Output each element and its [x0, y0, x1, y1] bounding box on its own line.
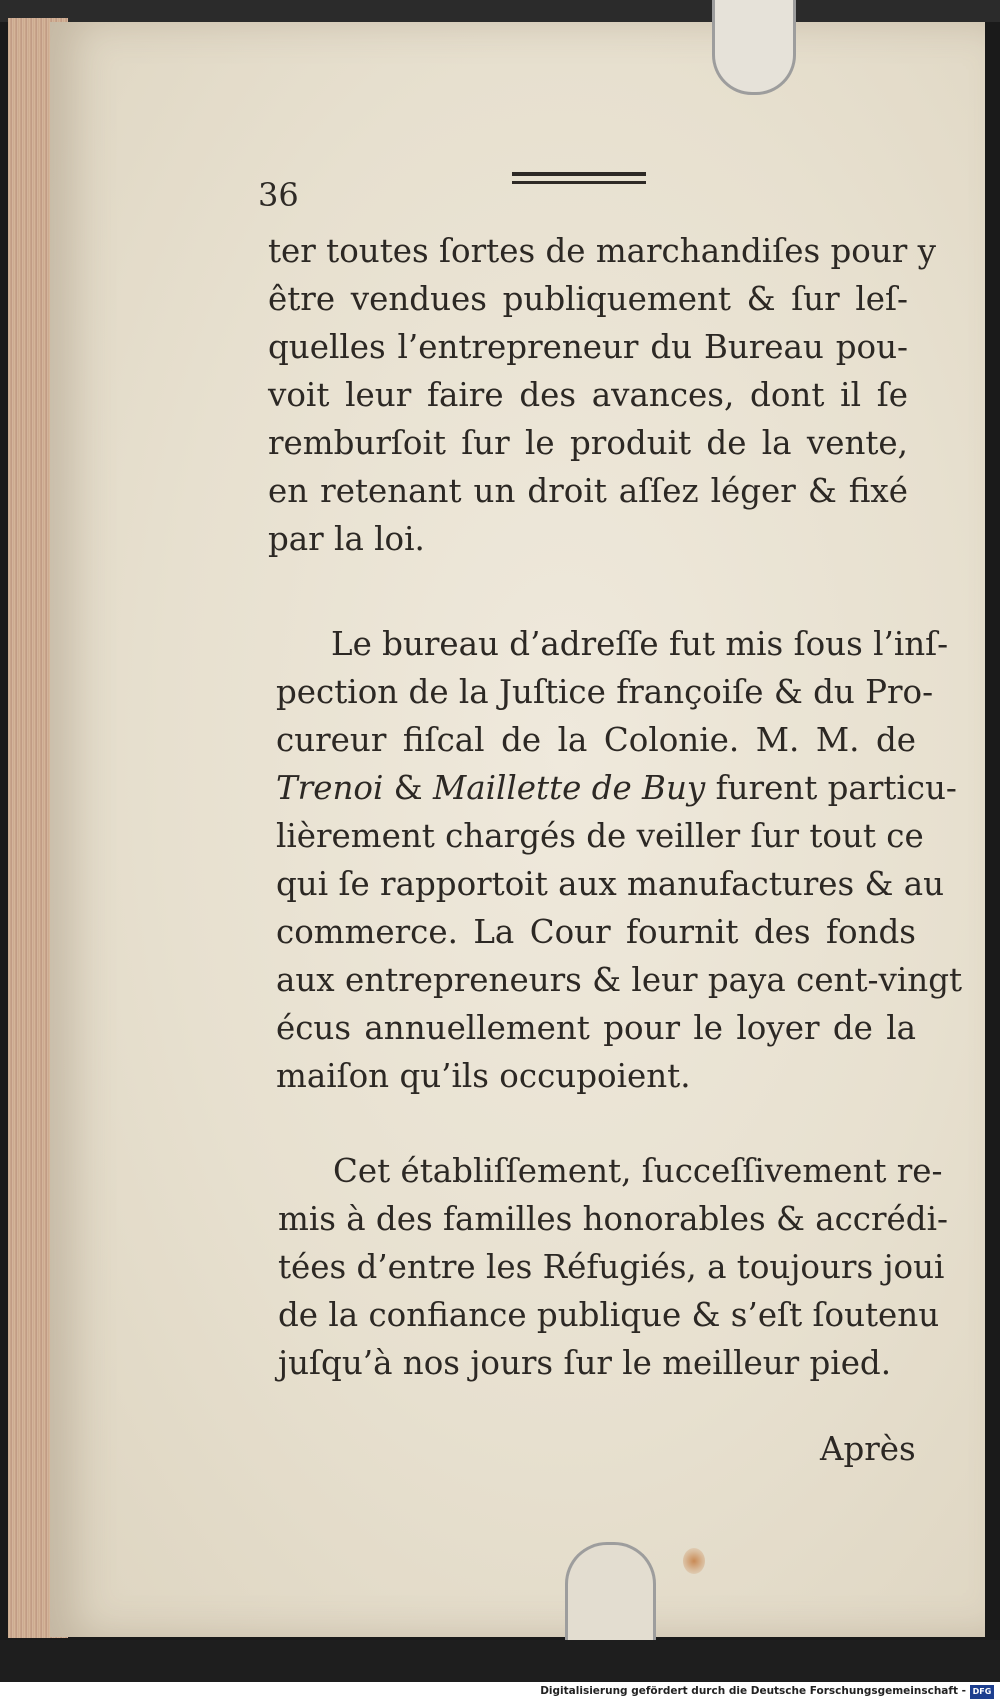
- italic-name: Maillette de Buy: [432, 769, 706, 807]
- text-line: ter toutes ſortes de marchandiſes pour y: [268, 232, 936, 270]
- text-line: remburſoit ſur le produit de la vente,: [268, 424, 908, 462]
- paragraph-2: [276, 620, 963, 1100]
- text-line: cureur fiſcal de la Colonie. M. M. de: [276, 721, 916, 759]
- text-line: juſqu’à nos jours ſur le meilleur pied.: [278, 1344, 892, 1382]
- text-line: tées d’entre les Réfugiés, a toujours joui: [278, 1248, 945, 1286]
- paragraph-3: [278, 1147, 948, 1387]
- scan-bottom-background: [0, 1640, 1000, 1682]
- text-line: de la confiance publique & s’eſt ſoutenu: [278, 1296, 940, 1334]
- footer-credit: Digitalisierung gefördert durch die Deutsche Forschungsgemeinschaft -: [540, 1685, 966, 1697]
- text-line: en retenant un droit aſſez léger & fixé: [268, 472, 908, 510]
- text-span: &: [383, 769, 433, 807]
- page-clip-top: [712, 0, 796, 95]
- text-line: Cet établiſſement, ſucceſſivement re-: [333, 1152, 943, 1190]
- scan-top-background: [0, 0, 1000, 22]
- text-line: Le bureau d’adreſſe fut mis ſous l’inſ-: [331, 625, 949, 663]
- text-line: qui ſe rapportoit aux manufactures & au: [276, 865, 945, 903]
- text-span: furent particu-: [705, 769, 957, 807]
- text-line: aux entrepreneurs & leur paya cent-vingt: [276, 961, 963, 999]
- text-line: maiſon qu’ils occupoient.: [276, 1057, 691, 1095]
- catchword: Après: [820, 1430, 916, 1468]
- dfg-logo: DFG: [970, 1685, 994, 1699]
- text-line-with-italic-names: [276, 764, 957, 812]
- text-line: pection de la Juſtice françoiſe & du Pro-: [276, 673, 934, 711]
- text-line: lièrement chargés de veiller ſur tout ce: [276, 817, 924, 855]
- text-line: voit leur faire des avances, dont il ſe: [268, 376, 908, 414]
- digitization-footer: [0, 1682, 1000, 1702]
- text-line: commerce. La Cour fournit des fonds: [276, 913, 916, 951]
- text-line: écus annuellement pour le loyer de la: [276, 1009, 916, 1047]
- header-rule: [512, 172, 646, 184]
- paragraph-1: [268, 227, 936, 563]
- text-line: mis à des familles honorables & accrédi-: [278, 1200, 948, 1238]
- italic-name: Trenoi: [276, 769, 384, 807]
- text-line: quelles l’entrepreneur du Bureau pou-: [268, 328, 908, 366]
- text-line: être vendues publiquement & ſur leſ-: [268, 280, 908, 318]
- page-number: 36: [258, 176, 299, 214]
- paper-stain: [683, 1548, 705, 1574]
- text-line: par la loi.: [268, 520, 425, 558]
